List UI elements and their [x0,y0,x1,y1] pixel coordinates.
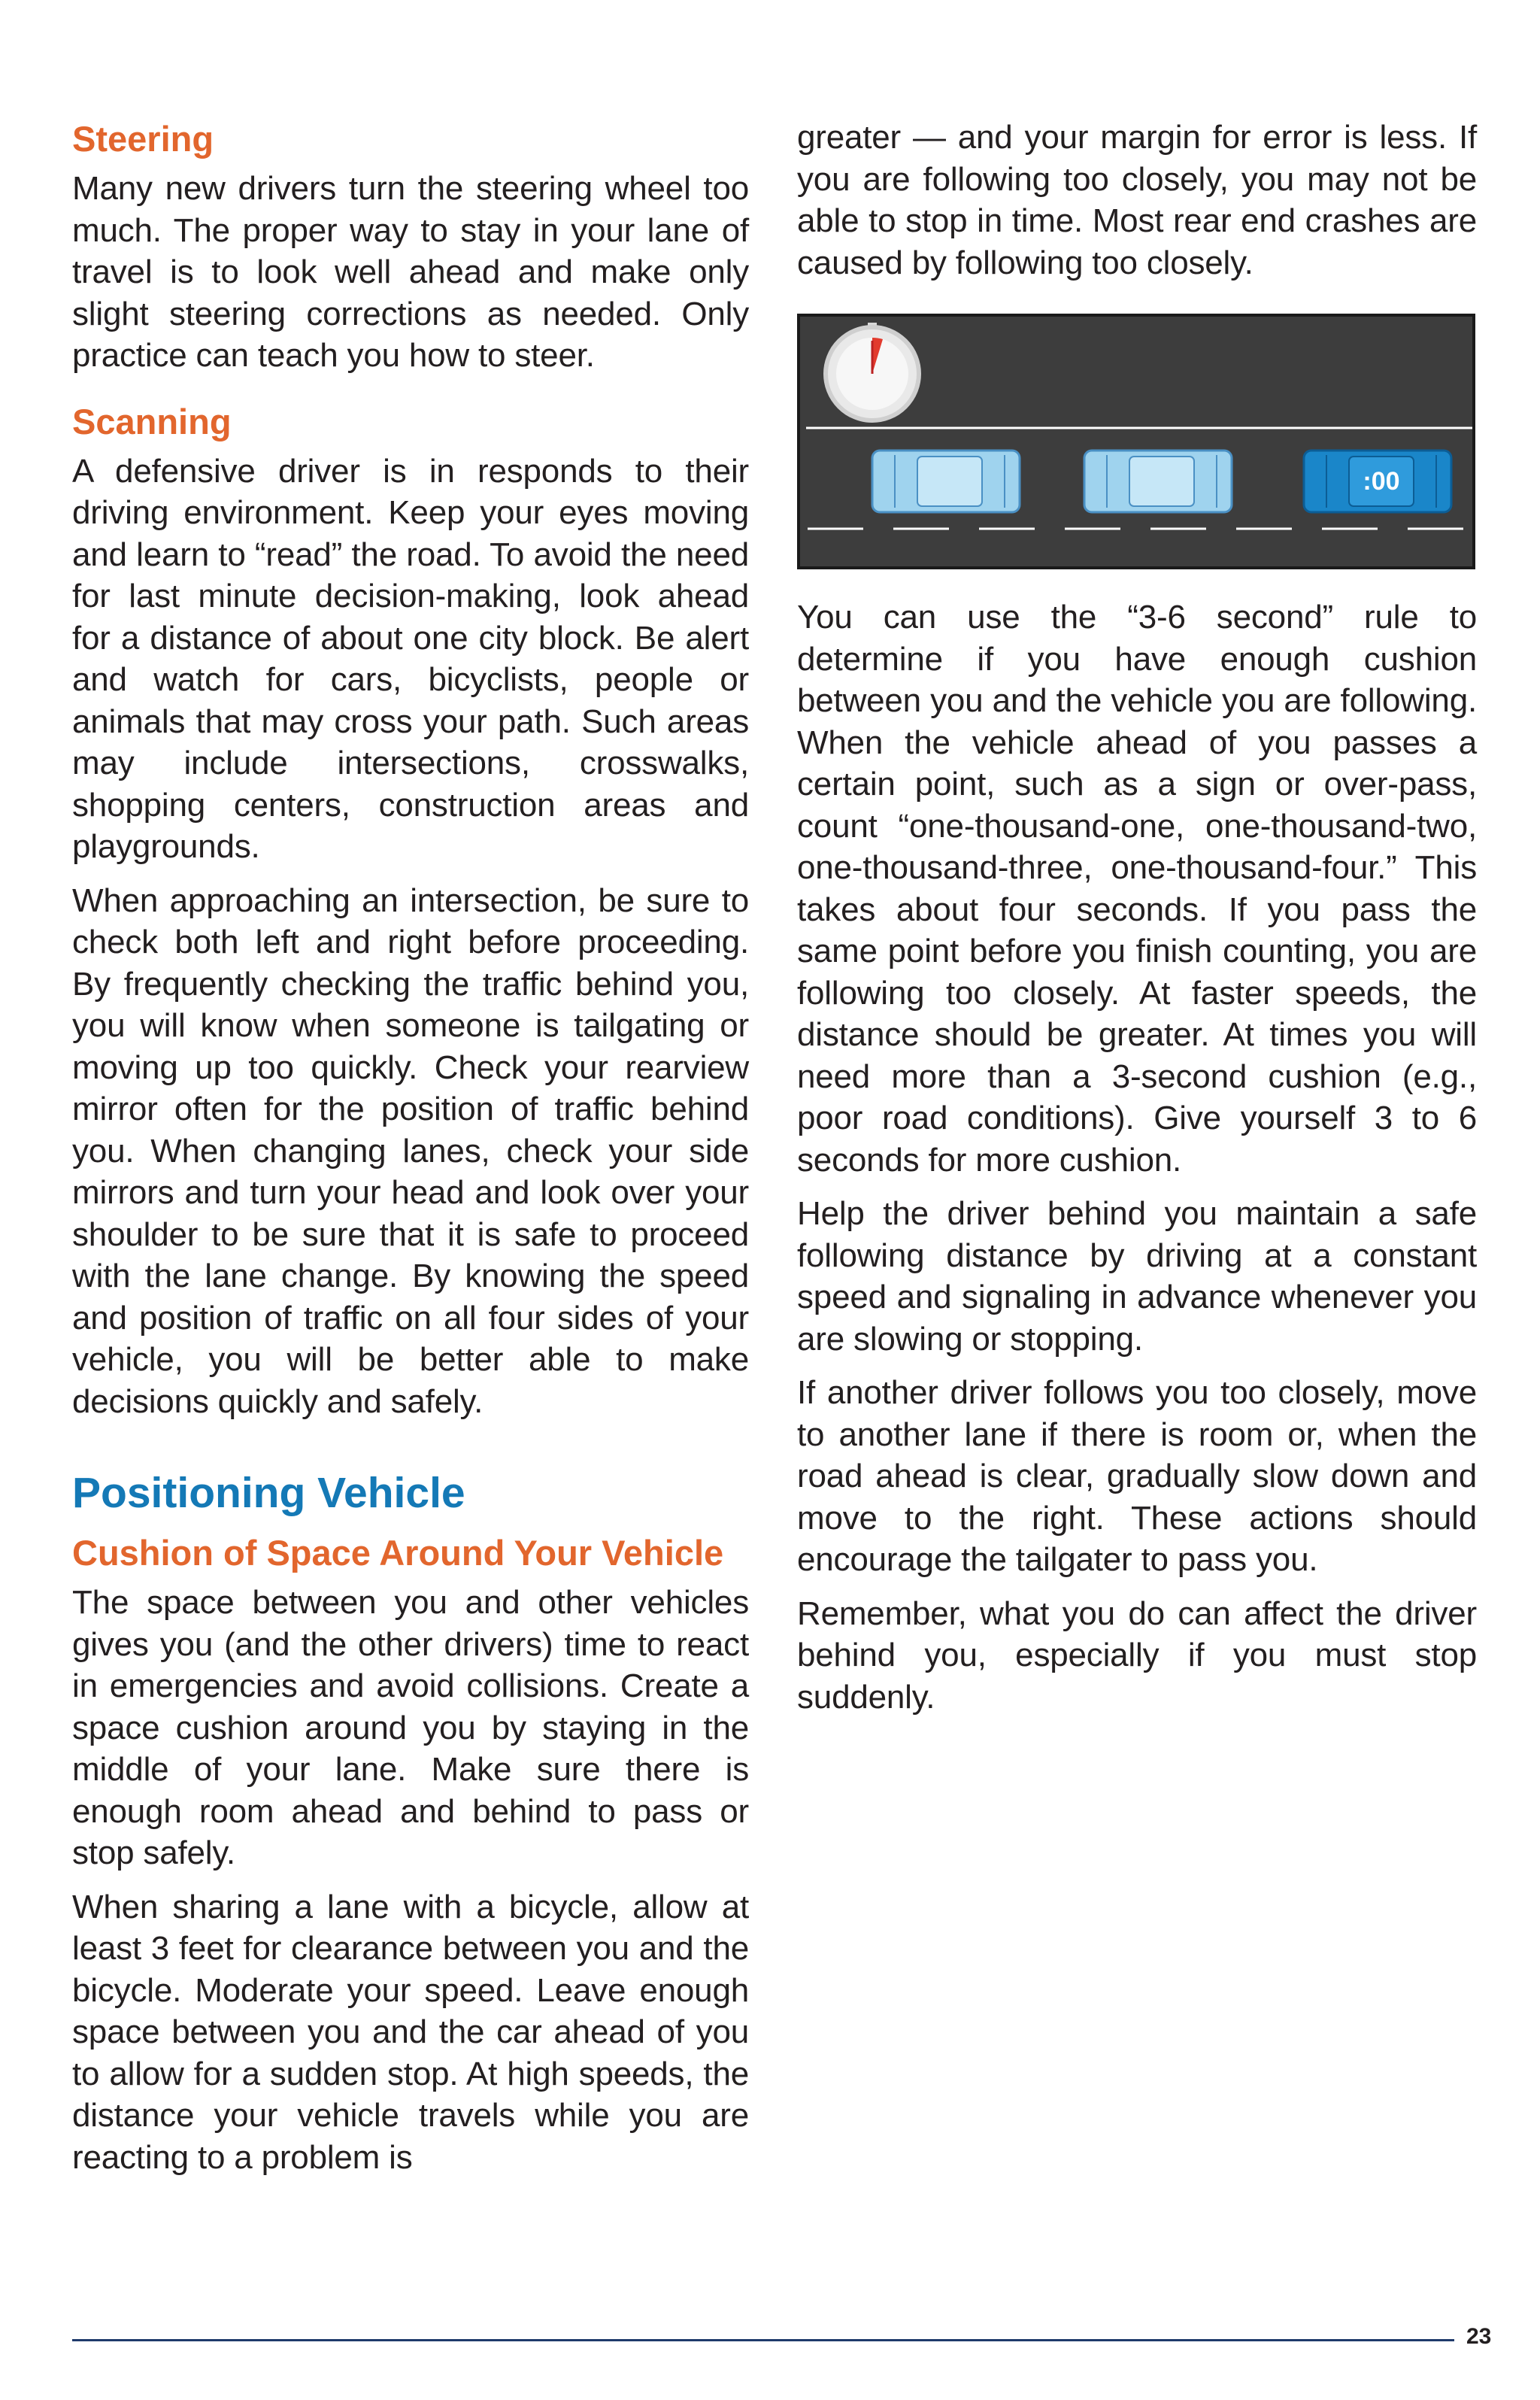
stopwatch-icon [826,323,919,420]
remember-paragraph: Remember, what you do can affect the driver behind you, especially if you must stop suddenly. [797,1594,1477,1716]
left-column [72,117,749,2190]
following-paragraph: greater — and your margin for error is less. If you are following too closely, you may not be able to stop in time. Most rear end crashes are caused by following too closely. [797,119,1477,281]
following-car-rear [872,451,1020,512]
cushion-paragraph-2: When sharing a lane with a bicycle, allow at least 3 feet for clearance between you and the bicycle. Moderate your speed. Leave enough space between you and the car ahead of you to allow for a sudden stop. At high speeds, the distance your vehicle travels while you are reacting to a problem is [72,1888,749,2176]
scanning-heading: Scanning [72,401,232,441]
timer-label: :00 [1363,467,1400,496]
footer-rule [72,2339,1454,2341]
right-column [797,117,1477,1730]
scanning-paragraph-2: When approaching an intersection, be sure to check both left and right before proceeding. By frequently checking the traffic behind you, you will know when someone is tailgating or moving up too quickly. Check your rearview mirror often for the position of traffic behind you. When changing lanes, check your side mirrors and turn your head and look over your shoulder to be sure that it is safe to proceed with the lane change. By knowing the speed and position of traffic on all four sides of your vehicle, you will be better able to make decisions quickly and safely. [72,881,749,1420]
cushion-paragraph-1: The space between you and other vehicles gives you (and the other drivers) time to react in emergencies and avoid collisions. Create a space cushion around you by staying in the middle of your lane. Make sure there is enough room ahead and behind to pass or stop safely. [72,1584,749,1871]
three-six-second-paragraph: You can use the “3-6 second” rule to determine if you have enough cushion between you and the vehicle you are following. When the vehicle ahead of you passes a certain point, such as a sign or over-pass, count “one-thousand-one, one-thousand-two, one-thousand-three, one-thousand-four.” This takes about four seconds. If you pass the same point before you finish counting, you are following too closely. At faster speeds, the distance should be greater. At times you will need more than a 3-second cushion (e.g., poor road conditions). Give yourself 3 to 6 seconds for more cushion. [797,599,1477,1179]
steering-heading: Steering [72,119,214,159]
positioning-heading: Positioning Vehicle [72,1469,465,1517]
following-car-middle [1084,451,1232,512]
page-number: 23 [1466,2324,1492,2349]
following-distance-illustration [797,314,1475,569]
tailgater-paragraph: If another driver follows you too closely, move to another lane if there is room or, when the road ahead is clear, gradually slow down and move to the right. These actions should encourage the tailgater to pass you. [797,1374,1477,1578]
lead-car [1304,451,1451,512]
cushion-subheading: Cushion of Space Around Your Vehicle [72,1533,724,1573]
steering-paragraph: Many new drivers turn the steering wheel too much. The proper way to stay in your lane of travel is to look well ahead and make only slight steering corrections as needed. Only practice can teach you how to steer. [72,170,749,374]
help-driver-paragraph: Help the driver behind you maintain a safe following distance by driving at a constant speed and signaling in advance whenever you are slowing or stopping. [797,1195,1477,1358]
road-diagram [800,317,1478,572]
scanning-paragraph-1: A defensive driver is in responds to their driving environment. Keep your eyes moving and learn to “read” the road. To avoid the need for last minute decision-making, look ahead for a distance of about one city block. Be alert and watch for cars, bicyclists, people or animals that may cross your path. Such areas may include intersections, crosswalks, shopping centers, construction areas and playgrounds. [72,452,749,865]
